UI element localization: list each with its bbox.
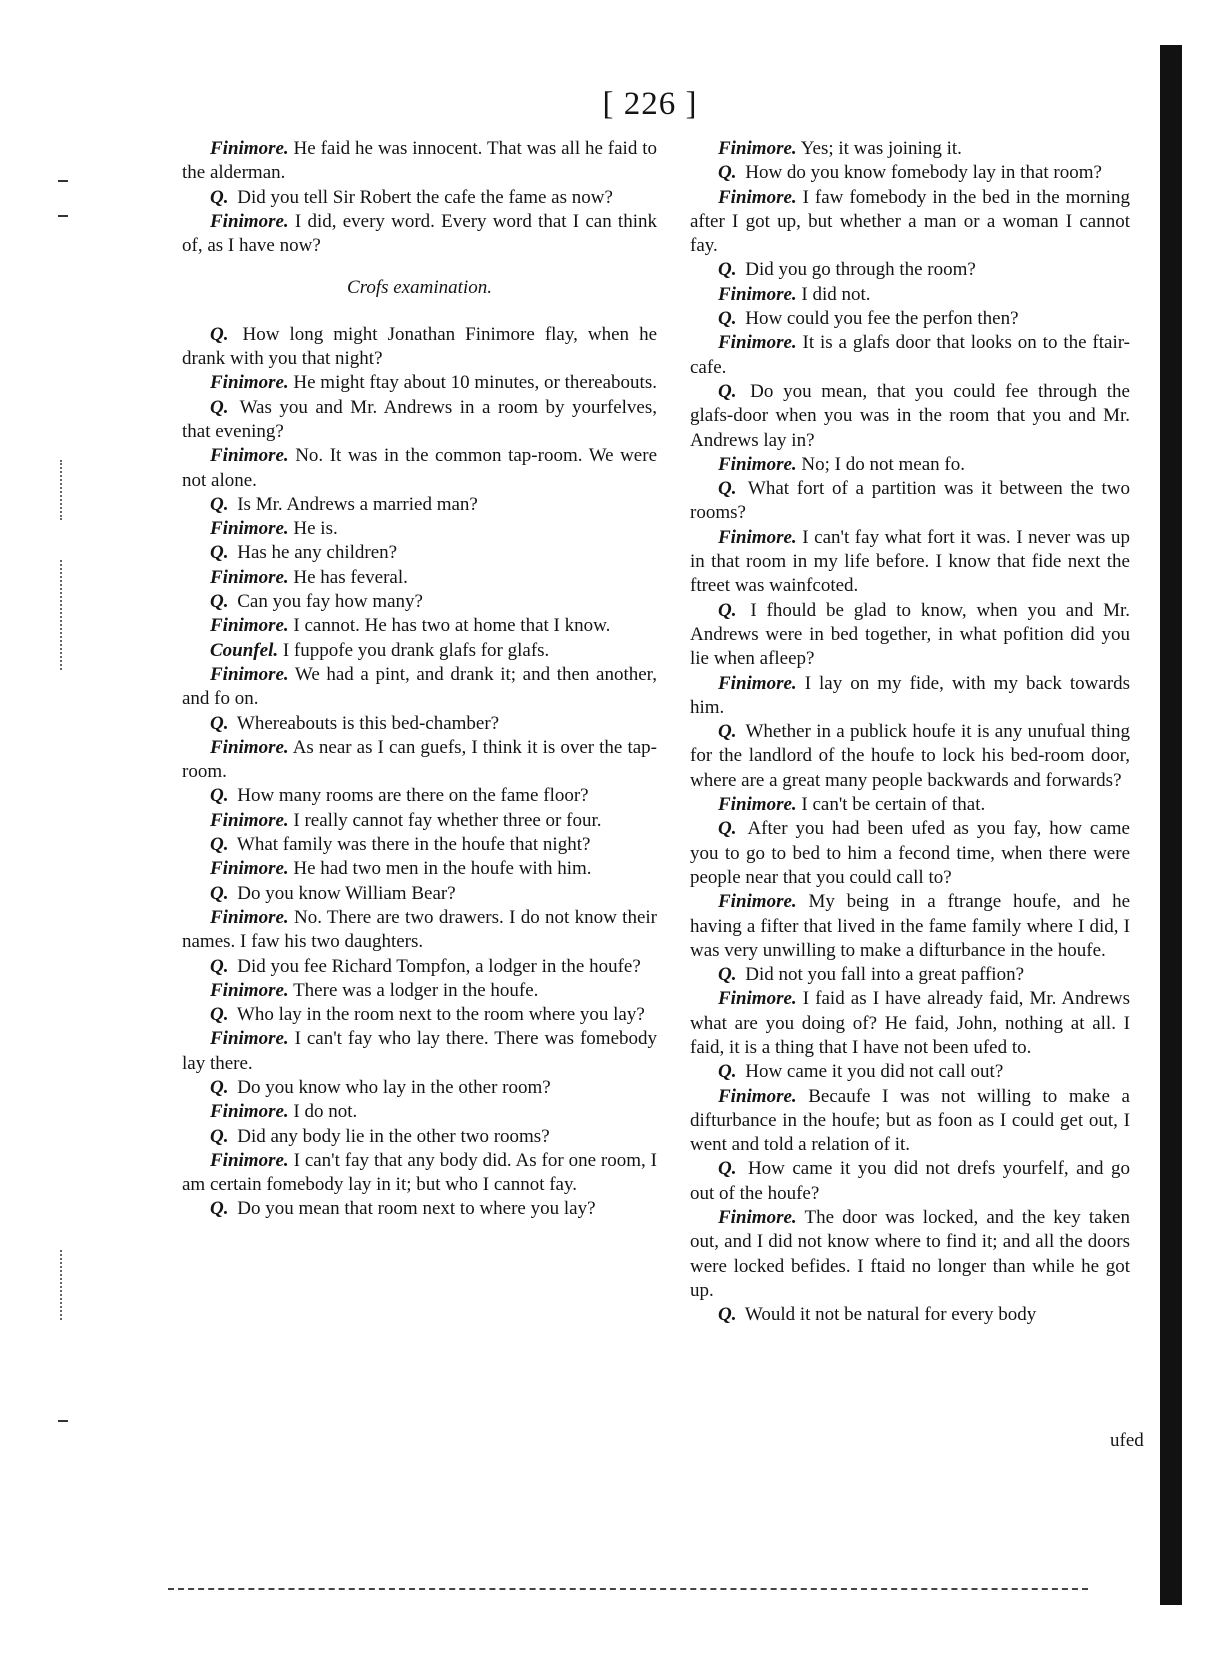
speaker-label: Finimore. xyxy=(210,445,289,467)
dialogue-paragraph xyxy=(182,1125,657,1149)
dialogue-text: I can't be certain of that. xyxy=(801,794,986,816)
dialogue-paragraph xyxy=(182,833,657,857)
dialogue-paragraph xyxy=(182,186,657,210)
dialogue-paragraph xyxy=(182,1076,657,1100)
dialogue-text: Whereabouts is this bed-chamber? xyxy=(236,712,500,734)
dialogue-text: Did you fee Richard Tompfon, a lodger in the houfe? xyxy=(237,955,641,977)
speaker-label: Finimore. xyxy=(210,809,289,831)
dialogue-text: Would it not be natural for every body xyxy=(744,1304,1037,1326)
speaker-label: Q. xyxy=(210,785,229,807)
speaker-label: Finimore. xyxy=(718,283,797,305)
dialogue-paragraph xyxy=(690,720,1130,793)
speaker-label: Q. xyxy=(210,186,229,208)
dialogue-text: He has feveral. xyxy=(293,566,408,588)
margin-mark xyxy=(58,215,68,217)
dialogue-text: Has he any children? xyxy=(237,542,398,564)
dialogue-paragraph xyxy=(690,380,1130,453)
speaker-label: Q. xyxy=(210,834,229,856)
dialogue-paragraph xyxy=(690,793,1130,817)
dialogue-paragraph xyxy=(182,541,657,565)
speaker-label: Finimore. xyxy=(210,979,289,1001)
dialogue-text: He faid he was innocent. That was all he faid to the alderman. xyxy=(182,138,657,184)
speaker-label: Q. xyxy=(210,955,229,977)
margin-dots xyxy=(60,1250,66,1320)
speaker-label: Finimore. xyxy=(210,1101,289,1123)
speaker-label: Q. xyxy=(718,1304,737,1326)
speaker-label: Q. xyxy=(210,493,229,515)
dialogue-paragraph xyxy=(690,1085,1130,1158)
dialogue-paragraph xyxy=(182,444,657,493)
dialogue-text: The door was locked, and the key taken out, and I did not know where to find it; and all the doors were locked befides. I ftaid no longer than while he got up. xyxy=(690,1207,1130,1301)
speaker-label: Q. xyxy=(210,1004,229,1026)
dialogue-text: I fuppofe you drank glafs for glafs. xyxy=(282,639,550,661)
dialogue-text: No; I do not mean fo. xyxy=(801,453,965,475)
dialogue-text: I can't fay what fort it was. I never was up in that room in my life before. I know that fide next the ftreet was wainfcoted. xyxy=(690,526,1131,597)
dialogue-paragraph xyxy=(690,137,1130,161)
speaker-label: Q. xyxy=(718,259,737,281)
dialogue-paragraph xyxy=(690,477,1130,526)
dialogue-text: Did you go through the room? xyxy=(745,259,976,281)
dialogue-text: I did not. xyxy=(801,283,871,305)
dialogue-paragraph xyxy=(182,906,657,955)
dialogue-paragraph xyxy=(690,963,1130,987)
speaker-label: Finimore. xyxy=(718,891,797,913)
dialogue-text: I do not. xyxy=(293,1101,358,1123)
dialogue-text: There was a lodger in the houfe. xyxy=(293,979,539,1001)
dialogue-paragraph xyxy=(690,453,1130,477)
dialogue-paragraph xyxy=(690,307,1130,331)
dialogue-text: Was you and Mr. Andrews in a room by yourfelves, that evening? xyxy=(182,396,657,442)
dialogue-text: I faid as I have already faid, Mr. Andrews what are you doing of? He faid, John, nothing at all. I faid, it is a thing that I have not been ufed to. xyxy=(690,988,1130,1058)
dialogue-paragraph xyxy=(690,526,1130,599)
speaker-label: Counfel. xyxy=(210,639,279,661)
dialogue-paragraph xyxy=(182,1027,657,1076)
dialogue-paragraph xyxy=(182,736,657,785)
speaker-label: Q. xyxy=(210,1076,229,1098)
dialogue-paragraph xyxy=(690,1060,1130,1084)
page-number: [ 226 ] xyxy=(602,86,698,122)
dialogue-text: How long might Jonathan Finimore flay, when he drank with you that night? xyxy=(182,323,657,370)
speaker-label: Q. xyxy=(718,1158,737,1180)
dialogue-text: What family was there in the houfe that night? xyxy=(236,834,591,856)
dialogue-paragraph xyxy=(690,817,1130,890)
catchword: ufed xyxy=(1110,1430,1144,1451)
dialogue-text: Did you tell Sir Robert the cafe the fame as now? xyxy=(237,186,613,208)
dialogue-paragraph xyxy=(182,137,657,186)
speaker-label: Finimore. xyxy=(718,526,797,548)
right-column xyxy=(690,137,1130,1328)
dialogue-text: We had a pint, and drank it; and then another, and fo on. xyxy=(182,663,657,710)
binding-shadow xyxy=(1160,45,1182,1605)
dialogue-paragraph xyxy=(182,712,657,736)
dialogue-paragraph xyxy=(690,1157,1130,1206)
speaker-label: Q. xyxy=(210,712,229,734)
dialogue-paragraph xyxy=(690,258,1130,282)
speaker-label: Finimore. xyxy=(718,138,797,159)
speaker-label: Finimore. xyxy=(718,453,797,475)
dialogue-text: He had two men in the houfe with him. xyxy=(293,858,592,880)
dialogue-paragraph xyxy=(690,1206,1130,1303)
margin-dots xyxy=(60,560,66,670)
speaker-label: Finimore. xyxy=(718,794,797,816)
speaker-label: Q. xyxy=(718,721,737,743)
dialogue-paragraph xyxy=(182,979,657,1003)
speaker-label: Q. xyxy=(210,882,229,904)
dialogue-text: As near as I can guefs, I think it is over the tap-room. xyxy=(182,736,657,783)
dialogue-paragraph xyxy=(690,331,1130,380)
speaker-label: Finimore. xyxy=(718,332,797,354)
speaker-label: Finimore. xyxy=(718,1085,797,1107)
dialogue-text: How could you fee the perfon then? xyxy=(745,308,1019,330)
dialogue-paragraph xyxy=(182,882,657,906)
margin-mark xyxy=(58,180,68,182)
speaker-label: Q. xyxy=(718,964,737,986)
dialogue-paragraph xyxy=(182,371,657,395)
section-heading: Crofs examination. xyxy=(347,277,492,299)
dialogue-paragraph xyxy=(182,809,657,833)
dialogue-paragraph xyxy=(182,784,657,808)
dialogue-paragraph xyxy=(690,599,1130,672)
speaker-label: Finimore. xyxy=(210,372,289,394)
speaker-label: Finimore. xyxy=(210,138,289,159)
dialogue-text: Is Mr. Andrews a married man? xyxy=(237,493,478,515)
dialogue-paragraph xyxy=(690,186,1130,259)
dialogue-text: I can't fay who lay there. There was fomebody lay there. xyxy=(182,1028,658,1074)
speaker-label: Q. xyxy=(718,818,737,840)
speaker-label: Finimore. xyxy=(210,566,289,588)
dialogue-paragraph xyxy=(182,210,657,259)
speaker-label: Q. xyxy=(210,1198,229,1220)
dialogue-paragraph xyxy=(690,161,1130,185)
speaker-label: Q. xyxy=(718,162,737,184)
dialogue-text: How many rooms are there on the fame floor? xyxy=(237,785,589,807)
dialogue-paragraph xyxy=(182,1100,657,1124)
margin-dots xyxy=(60,460,66,520)
speaker-label: Q. xyxy=(210,591,229,613)
dialogue-text: How came it you did not call out? xyxy=(745,1061,1004,1083)
dialogue-text: Can you fay how many? xyxy=(237,591,423,613)
dialogue-text: Do you know William Bear? xyxy=(237,882,456,904)
dialogue-paragraph xyxy=(182,614,657,638)
bottom-rule xyxy=(168,1588,1088,1590)
dialogue-text: It is a glafs door that looks on to the ftair-cafe. xyxy=(690,332,1130,378)
dialogue-paragraph xyxy=(182,955,657,979)
dialogue-text: I cannot. He has two at home that I know. xyxy=(293,615,611,637)
left-column xyxy=(182,137,657,1222)
dialogue-text: No. It was in the common tap-room. We were not alone. xyxy=(182,445,657,491)
dialogue-text: Do you know who lay in the other room? xyxy=(237,1076,551,1098)
dialogue-text: I can't fay that any body did. As for one room, I am certain fomebody lay in it; but who I cannot fay. xyxy=(182,1149,658,1196)
speaker-label: Q. xyxy=(210,542,229,564)
speaker-label: Q. xyxy=(718,380,737,402)
speaker-label: Q. xyxy=(718,308,737,330)
speaker-label: Finimore. xyxy=(210,1149,289,1171)
dialogue-paragraph xyxy=(182,323,657,372)
speaker-label: Finimore. xyxy=(210,736,289,758)
dialogue-paragraph xyxy=(182,517,657,541)
dialogue-text: How do you know fomebody lay in that room? xyxy=(745,162,1102,184)
dialogue-paragraph xyxy=(182,566,657,590)
speaker-label: Finimore. xyxy=(210,906,289,928)
speaker-label: Finimore. xyxy=(718,1207,797,1229)
dialogue-text: Did not you fall into a great paffion? xyxy=(745,964,1024,986)
dialogue-text: Do you mean, that you could fee through the glafs-door when you was in the room that you and Mr. Andrews lay in? xyxy=(690,380,1130,451)
dialogue-text: Who lay in the room next to the room where you lay? xyxy=(236,1004,645,1026)
dialogue-paragraph xyxy=(182,1197,657,1221)
speaker-label: Q. xyxy=(210,1125,229,1147)
dialogue-text: I lay on my fide, with my back towards him. xyxy=(690,672,1131,718)
speaker-label: Q. xyxy=(718,478,737,500)
dialogue-paragraph xyxy=(182,1003,657,1027)
dialogue-paragraph xyxy=(690,672,1130,721)
dialogue-text: He is. xyxy=(293,518,338,540)
speaker-label: Q. xyxy=(718,1061,737,1083)
dialogue-paragraph xyxy=(182,1149,657,1198)
dialogue-text: I faw fomebody in the bed in the morning after I got up, but whether a man or a woman I cannot fay. xyxy=(690,186,1130,257)
dialogue-text: Whether in a publick houfe it is any unufual thing for the landlord of the houfe to lock his bed-room door, where are a great many people backwards and forwards? xyxy=(690,721,1130,791)
speaker-label: Finimore. xyxy=(210,858,289,880)
dialogue-paragraph xyxy=(182,396,657,445)
dialogue-text: My being in a ftrange houfe, and he having a fifter that lived in the fame family where I did, I was very unwilling to make a difturbance in the houfe. xyxy=(690,891,1130,961)
dialogue-text: I did, every word. Every word that I can think of, as I have now? xyxy=(182,210,657,257)
dialogue-paragraph xyxy=(182,639,657,663)
dialogue-paragraph xyxy=(182,663,657,712)
dialogue-paragraph xyxy=(182,493,657,517)
speaker-label: Q. xyxy=(718,599,737,621)
dialogue-paragraph xyxy=(182,857,657,881)
dialogue-text: Yes; it was joining it. xyxy=(800,138,962,159)
dialogue-text: Did any body lie in the other two rooms? xyxy=(237,1125,550,1147)
dialogue-paragraph xyxy=(690,987,1130,1060)
speaker-label: Q. xyxy=(210,396,229,418)
margin-mark xyxy=(58,1420,68,1422)
dialogue-paragraph xyxy=(182,590,657,614)
dialogue-text: What fort of a partition was it between the two rooms? xyxy=(690,478,1130,524)
speaker-label: Q. xyxy=(210,323,229,345)
speaker-label: Finimore. xyxy=(210,1028,289,1050)
dialogue-text: No. There are two drawers. I do not know their names. I faw his two daughters. xyxy=(182,906,658,953)
speaker-label: Finimore. xyxy=(718,672,797,694)
dialogue-text: Do you mean that room next to where you lay? xyxy=(237,1198,596,1220)
dialogue-text: After you had been ufed as you fay, how came you to go to bed to him a fecond time, when there were people near that you could call to? xyxy=(690,818,1130,888)
speaker-label: Finimore. xyxy=(210,615,289,637)
dialogue-paragraph xyxy=(690,283,1130,307)
dialogue-text: I fhould be glad to know, when you and Mr. Andrews were in bed together, in what pofition did you lie when afleep? xyxy=(690,599,1130,670)
speaker-label: Finimore. xyxy=(718,186,797,208)
speaker-label: Finimore. xyxy=(210,663,289,685)
dialogue-paragraph xyxy=(690,890,1130,963)
dialogue-paragraph xyxy=(690,1303,1130,1327)
dialogue-text: Becaufe I was not willing to make a difturbance in the houfe; but as foon as I could get out, I went and told a relation of it. xyxy=(690,1085,1130,1156)
dialogue-text: He might ftay about 10 minutes, or thereabouts. xyxy=(293,372,657,394)
speaker-label: Finimore. xyxy=(718,988,797,1010)
speaker-label: Finimore. xyxy=(210,210,289,232)
speaker-label: Finimore. xyxy=(210,518,289,540)
dialogue-text: How came it you did not drefs yourfelf, and go out of the houfe? xyxy=(690,1158,1130,1204)
dialogue-text: I really cannot fay whether three or four. xyxy=(293,809,602,831)
